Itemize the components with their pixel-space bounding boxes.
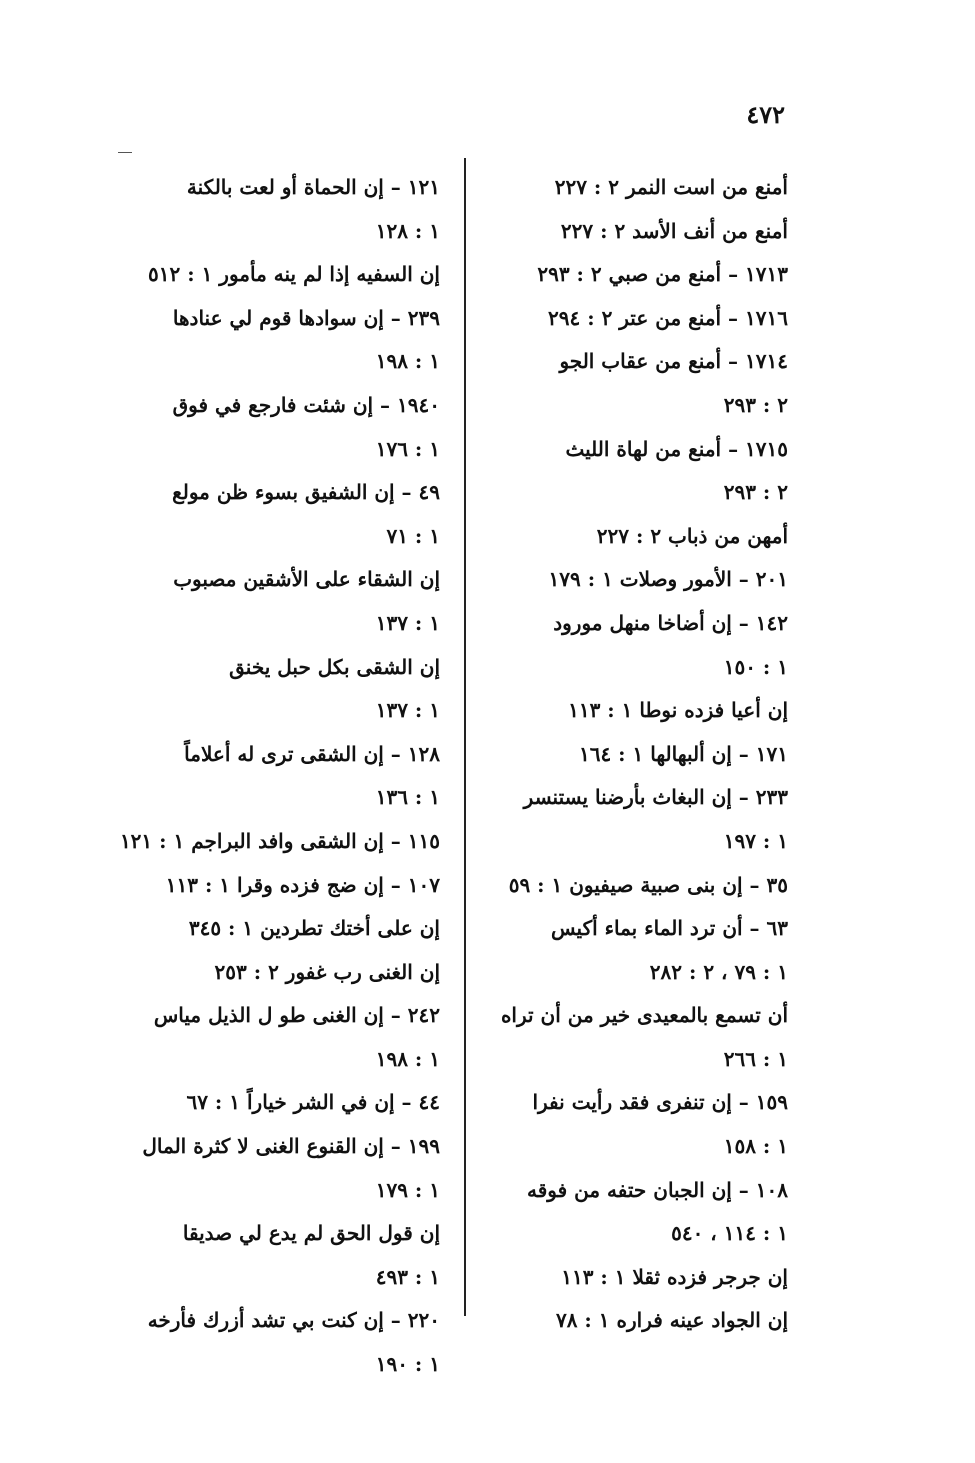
index-entry: إن على أختك تطردين ١ : ٣٤٥ — [188, 916, 440, 941]
index-entry: ١٩٤٠ – إن شئت فارجع في فوق — [172, 392, 440, 417]
index-entry: أن تسمع بالمعيدى خير من أن تراه — [500, 1003, 788, 1028]
index-entry: ١٧١٣ – أمنع من صبي ٢ : ٢٩٣ — [537, 262, 788, 287]
left-column — [119, 166, 440, 1387]
index-entry: أمهن من ذباب ٢ : ٢٢٧ — [596, 523, 788, 548]
index-reference: ١ : ٤٩٣ — [375, 1264, 440, 1289]
page-number: ٤٧٢ — [746, 100, 785, 129]
index-reference: ١ : ١٧٩ — [375, 1177, 440, 1202]
index-entry: أمنع من است النمر ٢ : ٢٢٧ — [554, 175, 788, 199]
index-entry: ٣٥ – إن بنى صبية صيفيون ١ : ٥٩ — [508, 872, 788, 897]
index-entry: ٢٠١ – الأمور وصلات ١ : ١٧٩ — [548, 567, 788, 592]
index-reference: ١ : ١١٤ ، ٥٤٠ — [671, 1221, 788, 1246]
index-entry: إن جرجر فزده ثقلا ١ : ١١٣ — [561, 1264, 788, 1289]
index-entry: ٢٣٩ – إن سوادها قوم لي عنادها — [172, 305, 440, 330]
index-reference: ١ : ٧٩ ، ٢ : ٢٨٢ — [649, 959, 788, 984]
index-reference: ١ : ٧١ — [386, 523, 440, 548]
index-reference: ١ : ١٣٦ — [375, 785, 440, 810]
index-entry: ١٧١٥ – أمنع من لهاة الليث — [565, 436, 788, 461]
index-entry: ١٥٩ – إن تنفرى فقد رأيت نفرا — [532, 1090, 788, 1115]
index-entry: أمنع من أنف الأسد ٢ : ٢٢٧ — [560, 218, 788, 243]
index-reference: ١ : ١٣٧ — [375, 610, 440, 635]
index-reference: ١ : ١٩٨ — [375, 349, 440, 374]
index-reference: ١ : ١٥٨ — [723, 1134, 788, 1159]
index-reference: ١ : ١٩٠ — [375, 1352, 440, 1377]
index-reference: ١ : ١٧٦ — [375, 436, 440, 461]
index-entry: ١٧١٦ – أمنع من عتر ٢ : ٢٩٤ — [548, 305, 788, 330]
index-entry: ١٢٨ – إن الشقى ترى له أعلاماً — [184, 741, 440, 766]
index-entry: ٢٤٢ – إن الغنى طو ل الذيل مياس — [153, 1003, 440, 1028]
index-entry: إن أعيا فزده نوطا ١ : ١١٣ — [568, 698, 788, 723]
index-reference: ١ : ١٣٧ — [375, 698, 440, 723]
index-entry: ٢٢٠ – إن كنت بي تشد أزرك فأرخه — [147, 1308, 440, 1333]
index-entry: ١٧١٤ – أمنع من عقاب الجو — [559, 349, 788, 374]
column-divider — [464, 158, 466, 1316]
index-entry: إن الشقى بكل حبل يخنق — [229, 654, 440, 679]
index-entry: ٢٣٣ – إن البغاث بأرضنا يستنسر — [523, 785, 788, 810]
index-entry: ١٤٢ – إن أضاخا منهل مورود — [553, 610, 788, 635]
index-entry: ١٧١ – إن ألبهالها ١ : ١٦٤ — [578, 741, 788, 766]
index-reference: ١ : ١٩٧ — [723, 828, 788, 853]
index-entry: ٤٤ – إن في الشر خياراً ١ : ٦٧ — [186, 1090, 440, 1115]
index-reference: ١ : ١٩٨ — [375, 1046, 440, 1071]
index-entry: ٦٣ – أن ترد الماء بماء أكيس — [551, 916, 788, 941]
index-entry: ١١٥ – إن الشقى وافد البراجم ١ : ١٢١ — [119, 828, 440, 853]
index-entry: ٤٩ – إن الشفيق بسوء ظن مولع — [172, 480, 440, 505]
index-reference: ١ : ٢٦٦ — [723, 1046, 788, 1071]
index-reference: ١ : ١٢٨ — [375, 218, 440, 243]
index-reference: ١ : ١٥٠ — [723, 654, 788, 679]
index-entry: إن الغنى رب غفور ٢ : ٢٥٣ — [214, 959, 440, 984]
index-entry: ١٠٧ – إن ضج فزده وقرا ١ : ١١٣ — [165, 872, 440, 897]
index-entry: إن الجواد عينه فراره ١ : ٧٨ — [555, 1308, 788, 1333]
index-entry: إن السفيه إذا لم ينه مأمور ١ : ٥١٢ — [148, 262, 440, 287]
index-entry: إن قول الحق لم يدع لي صديقا — [182, 1221, 440, 1246]
margin-mark — [118, 152, 132, 153]
right-column — [498, 166, 788, 1343]
index-entry: إن الشقاء على الأشقين مصبوب — [173, 567, 440, 592]
index-entry: ١٠٨ – إن الجبان حتفه من فوقه — [527, 1177, 788, 1202]
index-entry: ١٢١ – إن الحماة أو لعت بالكنة — [186, 175, 440, 199]
index-reference: ٢ : ٢٩٣ — [723, 392, 788, 417]
index-entry: ١٩٩ – إن القنوع الغنى لا كثرة المال — [142, 1134, 440, 1159]
index-reference: ٢ : ٢٩٣ — [723, 480, 788, 505]
